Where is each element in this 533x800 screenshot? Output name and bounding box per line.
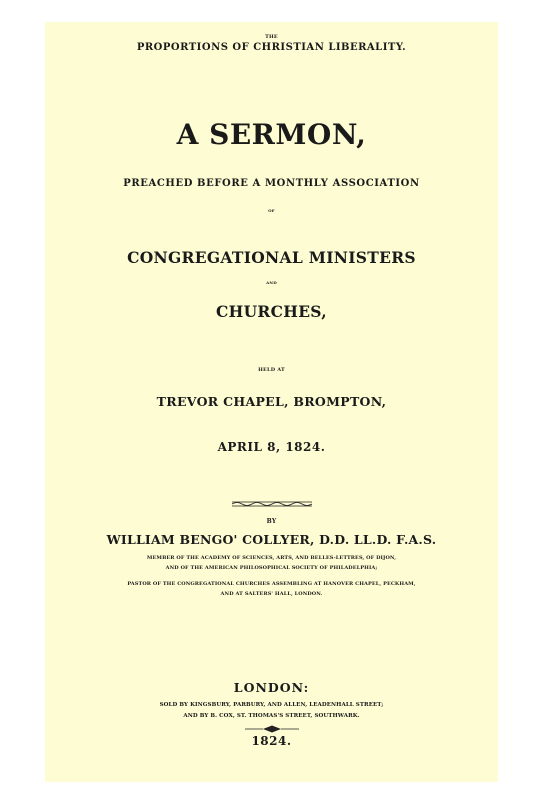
author-name: WILLIAM BENGO' COLLYER, D.D. LL.D. F.A.S. <box>106 532 437 547</box>
author-pastor-2: AND AT SALTERS' HALL, LONDON. <box>220 591 323 597</box>
author-credentials-1: MEMBER OF THE ACADEMY OF SCIENCES, ARTS, AND BELLES-LETTRES, OF DIJON, <box>146 555 397 561</box>
main-title: A SERMON, <box>176 118 367 151</box>
imprint-year: 1824. <box>251 734 292 748</box>
preached-line: PREACHED BEFORE A MONTHLY ASSOCIATION <box>123 178 420 189</box>
title-page <box>45 22 498 782</box>
churches-line: CHURCHES, <box>216 302 327 321</box>
imprint-city: LONDON: <box>233 680 310 695</box>
by-label: BY <box>266 518 277 525</box>
printer-ornament <box>245 725 299 733</box>
held-at-label: HELD AT <box>258 367 285 373</box>
author-credentials-2: AND OF THE AMERICAN PHILOSOPHICAL SOCIETY OF PHILADELPHIA; <box>165 565 378 571</box>
ornamental-rule <box>232 500 312 508</box>
date-line: APRIL 8, 1824. <box>217 440 326 454</box>
author-pastor-1: PASTOR OF THE CONGREGATIONAL CHURCHES ASSEMBLING AT HANOVER CHAPEL, PECKHAM, <box>127 581 416 587</box>
imprint-sold-1: SOLD BY KINGSBURY, PARBURY, AND ALLEN, LEADENHALL STREET; <box>159 702 384 708</box>
of-label: OF <box>268 208 275 213</box>
subtitle: PROPORTIONS OF CHRISTIAN LIBERALITY. <box>136 42 407 53</box>
imprint-sold-2: AND BY B. COX, ST. THOMAS'S STREET, SOUTHWARK. <box>183 713 360 719</box>
and-label: AND <box>266 280 277 285</box>
ministers-line: CONGREGATIONAL MINISTERS <box>127 248 416 267</box>
the-label: THE <box>265 34 278 40</box>
venue-line: TREVOR CHAPEL, BROMPTON, <box>156 394 387 409</box>
